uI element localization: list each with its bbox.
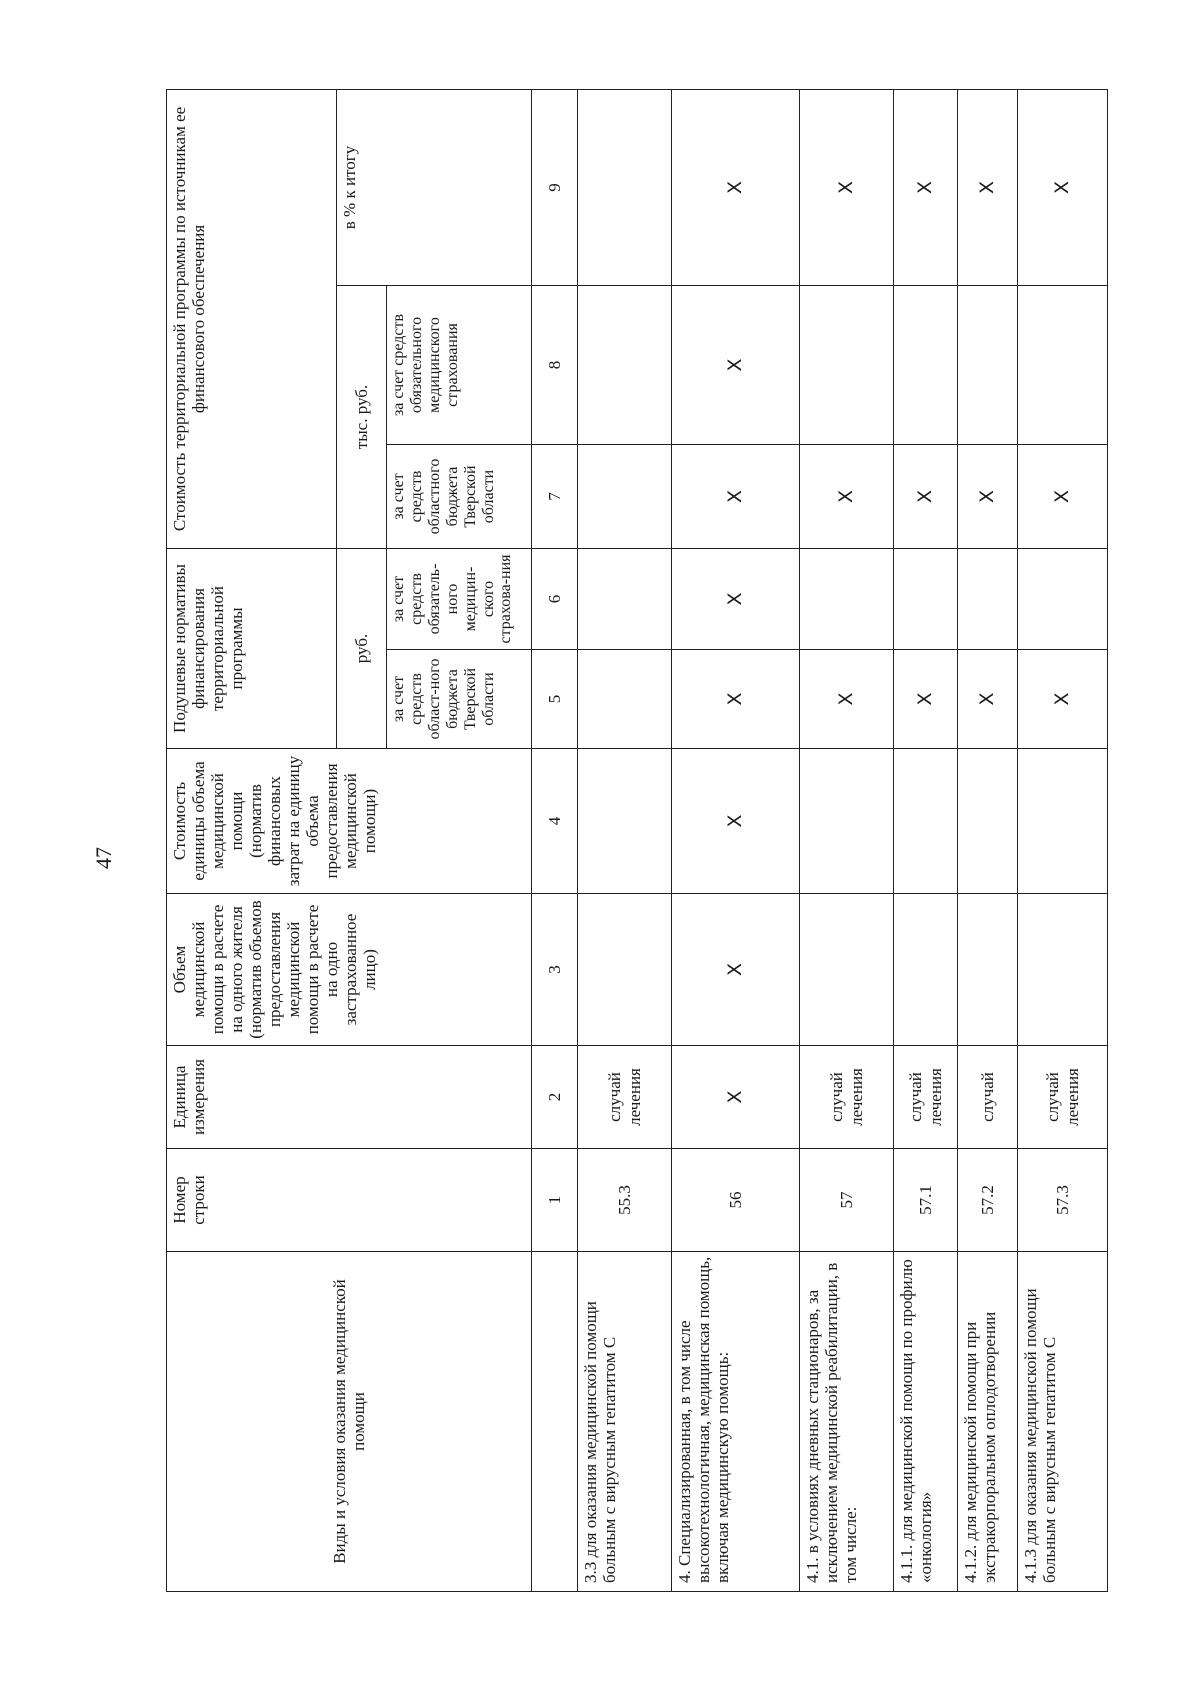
row-norm-insurance: [894, 548, 958, 649]
row-unit-cost: [1018, 749, 1108, 894]
row-cost-insurance: X: [672, 285, 800, 444]
row-cost-regional: X: [1018, 444, 1108, 548]
row-percent: [578, 89, 672, 285]
row-percent: X: [894, 89, 958, 285]
header-compulsory-insurance-cost: за счет средств обязательного медицинского страхования: [387, 285, 532, 444]
table-row: [672, 89, 800, 1591]
row-cost-insurance: [958, 285, 1018, 444]
row-unit: случай лечения: [894, 1046, 958, 1149]
financing-table: [166, 89, 1108, 1592]
row-norm-insurance: [800, 548, 894, 649]
row-name: 4.1.3 для оказания медицинской помощи больным с вирусным гепатитом С: [1018, 1252, 1108, 1592]
row-volume: [958, 894, 1018, 1046]
row-name: 4.1. в условиях дневных стационаров, за исключением медицинской реабилитации, в том числе:: [800, 1252, 894, 1592]
row-unit-cost: [894, 749, 958, 894]
row-volume: X: [672, 894, 800, 1046]
row-percent: X: [958, 89, 1018, 285]
row-cost-insurance: [1018, 285, 1108, 444]
row-name: 4. Специализированная, в том числе высокотехнологичная, медицинская помощь, включая медицинскую помощь:: [672, 1252, 800, 1592]
row-volume: [800, 894, 894, 1046]
row-unit-cost: [958, 749, 1018, 894]
row-percent: X: [672, 89, 800, 285]
column-number-cell: 3: [532, 894, 578, 1046]
row-unit: случай: [958, 1046, 1018, 1149]
row-cost-regional: [578, 444, 672, 548]
row-norm-insurance: [958, 548, 1018, 649]
column-number-cell: 1: [532, 1149, 578, 1252]
header-per-capita-norms: Подушевые нормативы финансирования территориальной программы: [167, 548, 337, 748]
row-unit: случай лечения: [578, 1046, 672, 1149]
rotated-page-content: [166, 90, 1086, 1592]
row-unit-cost: [800, 749, 894, 894]
row-norm-insurance: [578, 548, 672, 649]
header-program-cost: Стоимость территориальной программы по источникам ее финансового обеспечения: [167, 89, 337, 548]
header-compulsory-insurance: за счет средств обязатель-ного медицин-ского страхова-ния: [387, 548, 532, 649]
header-unit-rub: руб.: [337, 548, 387, 748]
rotated-table-wrapper: [166, 90, 1086, 1592]
row-norm-insurance: [1018, 548, 1108, 649]
row-norm-regional: X: [894, 650, 958, 749]
header-unit: Единица измерения: [167, 1046, 532, 1149]
row-line-number: 57: [800, 1149, 894, 1252]
row-line-number: 55.3: [578, 1149, 672, 1252]
row-volume: [1018, 894, 1108, 1046]
row-cost-regional: X: [958, 444, 1018, 548]
row-volume: [894, 894, 958, 1046]
row-percent: X: [1018, 89, 1108, 285]
row-name: 4.1.2. для медицинской помощи при экстракорпоральном оплодотворении: [958, 1252, 1018, 1592]
row-norm-regional: [578, 650, 672, 749]
column-number-cell: 8: [532, 285, 578, 444]
header-types-of-care: Виды и условия оказания медицинской помощи: [167, 1252, 532, 1592]
table-row: [578, 89, 672, 1591]
column-number-cell: 4: [532, 749, 578, 894]
row-name: 3.3 для оказания медицинской помощи больным с вирусным гепатитом С: [578, 1252, 672, 1592]
column-number-cell: [532, 1252, 578, 1592]
header-regional-budget-cost: за счет средств областного бюджета Тверской области: [387, 444, 532, 548]
row-cost-regional: X: [800, 444, 894, 548]
row-line-number: 56: [672, 1149, 800, 1252]
row-line-number: 57.1: [894, 1149, 958, 1252]
column-number-cell: 9: [532, 89, 578, 285]
row-norm-regional: X: [958, 650, 1018, 749]
row-unit-cost: [578, 749, 672, 894]
column-number-cell: 2: [532, 1046, 578, 1149]
row-line-number: 57.3: [1018, 1149, 1108, 1252]
row-line-number: 57.2: [958, 1149, 1018, 1252]
header-volume: Объем медицинской помощи в расчете на одного жителя (норматив объемов предоставления медицинской помощи в расчете на одно застрахованное лицо): [167, 894, 532, 1046]
column-number-cell: 5: [532, 650, 578, 749]
column-number-cell: 6: [532, 548, 578, 649]
row-percent: X: [800, 89, 894, 285]
table-row: [800, 89, 894, 1591]
row-cost-regional: X: [894, 444, 958, 548]
row-cost-insurance: [578, 285, 672, 444]
row-norm-regional: X: [800, 650, 894, 749]
table-row: [1018, 89, 1108, 1591]
table-row: [958, 89, 1018, 1591]
header-unit-thousand-rub: тыс. руб.: [337, 285, 387, 548]
table-row: [894, 89, 958, 1591]
row-cost-insurance: [800, 285, 894, 444]
row-unit: X: [672, 1046, 800, 1149]
row-name: 4.1.1. для медицинской помощи по профилю «онкология»: [894, 1252, 958, 1592]
row-cost-insurance: [894, 285, 958, 444]
header-percent-of-total: в % к итогу: [337, 89, 532, 285]
row-unit-cost: X: [672, 749, 800, 894]
row-norm-regional: X: [1018, 650, 1108, 749]
row-unit: случай лечения: [800, 1046, 894, 1149]
page-number: 47: [91, 847, 116, 869]
column-number-cell: 7: [532, 444, 578, 548]
header-line-number: Номер строки: [167, 1149, 532, 1252]
row-norm-insurance: X: [672, 548, 800, 649]
header-unit-cost: Стоимость единицы объема медицинской помощи (норматив финансовых затрат на единицу объема предоставления медицинской помощи): [167, 749, 532, 894]
row-norm-regional: X: [672, 650, 800, 749]
header-regional-budget: за счет средств област-ного бюджета Тверской области: [387, 650, 532, 749]
row-volume: [578, 894, 672, 1046]
row-cost-regional: X: [672, 444, 800, 548]
row-unit: случай лечения: [1018, 1046, 1108, 1149]
